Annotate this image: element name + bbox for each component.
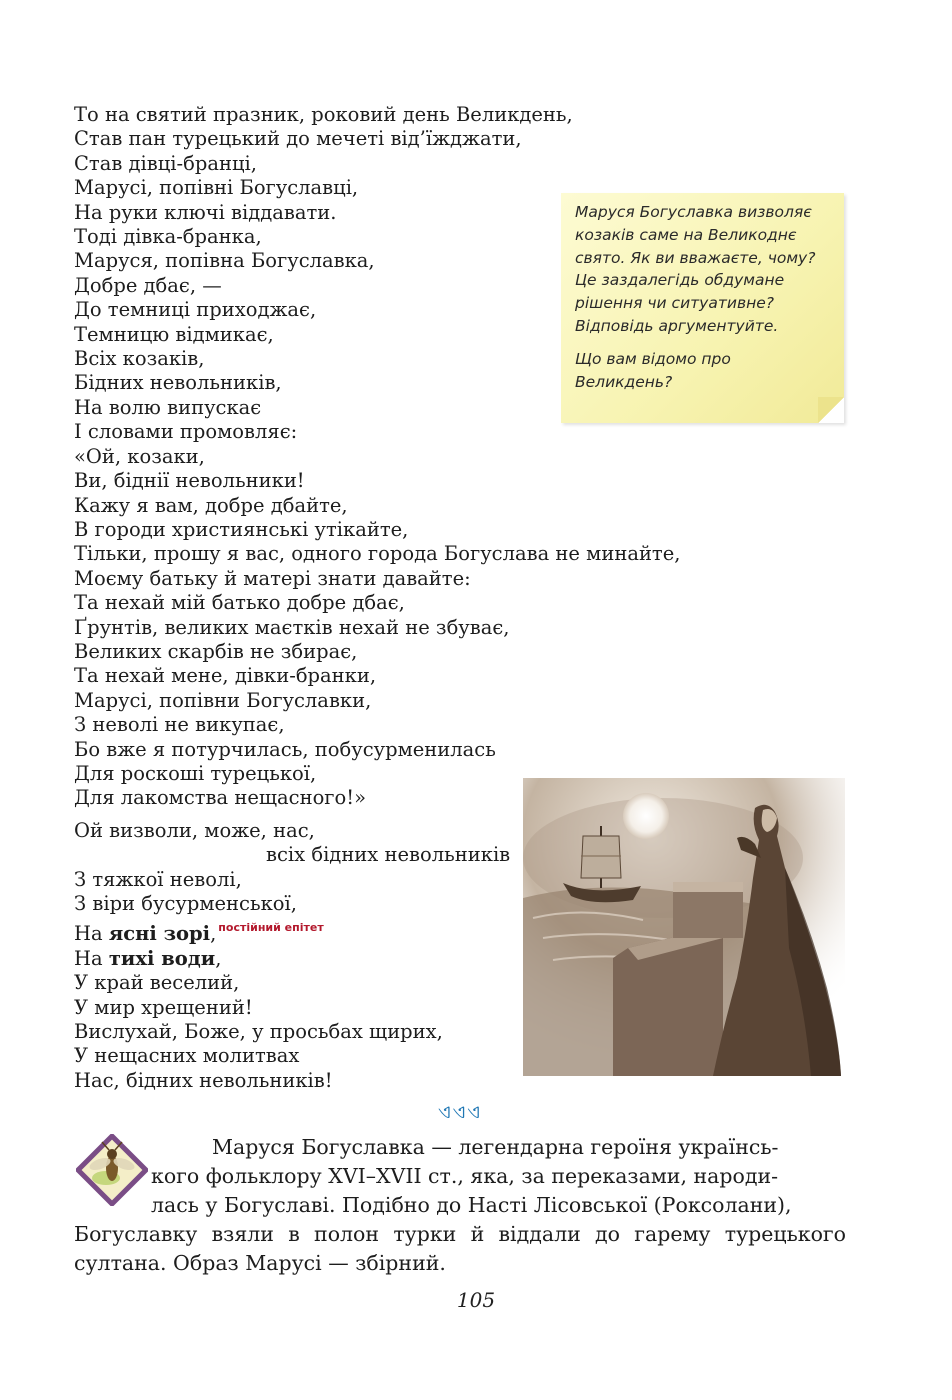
poem-line: У нещасних молитвах — [74, 1044, 300, 1068]
question-sticky-note — [561, 193, 844, 423]
poem-line: Ой визволи, може, нас, — [74, 818, 315, 842]
poem-line: І словами промовляє: — [74, 420, 298, 444]
poem-line: Бідних невольників, — [74, 371, 282, 395]
question-text-2: Що вам відомо про Великдень? — [575, 349, 731, 391]
maruся-illustration — [523, 778, 845, 1076]
poem-line: З неволі не викупає, — [74, 713, 285, 737]
page-number: 105 — [456, 1288, 496, 1312]
poem-line: То на святий празник, роковий день Великдень, — [74, 103, 573, 126]
poem-line: Тоді дівка-бранка, — [74, 225, 262, 249]
poem-line-yasni-zori: На ясні зорі, $^{постійний епітет}$ — [74, 921, 324, 946]
info-line: лась у Богуславі. Подібно до Насті Лісовської (Роксолани), — [151, 1193, 792, 1217]
poem-line: «Ой, козаки, — [74, 444, 205, 468]
info-line: Маруся Богуславка — легендарна героїня українсь- — [212, 1135, 779, 1159]
poem-line: Та нехай мене, дівки-бранки, — [74, 664, 377, 688]
poem-line: Для роскоші турецької, — [74, 761, 317, 785]
poem-line: Став пан турецький до мечеті від’їжджати, — [74, 127, 522, 151]
poem-line: Вислухай, Боже, у просьбах щирих, — [74, 1020, 443, 1044]
poem-line: Кажу я вам, добре дбайте, — [74, 493, 348, 517]
poem-line: Марусі, попівни Богуславки, — [74, 688, 372, 712]
poem-line: Та нехай мій батько добре дбає, — [74, 591, 405, 615]
poem-line: На руки ключі віддавати. — [74, 200, 337, 224]
page-curl-decoration — [818, 397, 844, 423]
poem-line: Марусі, попівні Богуславці, — [74, 176, 359, 200]
epithet-annotation: постійний епітет — [218, 921, 324, 935]
poem-line: Нас, бідних невольників! — [74, 1068, 333, 1092]
info-line: кого фольклору XVI–XVII ст., яка, за переказами, народи- — [151, 1164, 779, 1188]
poem-line: До темниці приходжає, — [74, 298, 317, 322]
poem-line: Ви, біднії невольники! — [74, 469, 305, 493]
poem-line: Став дівці-бранці, — [74, 151, 257, 175]
poem-line: Бо вже я потурчилась, побусурменилась — [74, 737, 496, 761]
moon-icon — [623, 793, 669, 839]
question-text: Маруся Богуславка визволяє козаків саме на Великоднє свято. Як ви вважаєте, чому? Це заздалегідь обдумане рішення чи ситуативне? Відповідь аргументуйте. — [575, 203, 816, 335]
poem-line: Тільки, прошу я вас, одного города Богуслава не минайте, — [74, 542, 681, 566]
poem-line: В городи християнські утікайте, — [74, 517, 409, 541]
poem-line: З віри бусурменської, — [74, 892, 297, 915]
poem-line: У мир хрещений! — [74, 995, 253, 1019]
section-divider-ornament: ଏଏଏ — [438, 1102, 482, 1123]
epithet-term: тихі води — [108, 946, 216, 970]
poem-line: У край веселий, — [74, 971, 240, 995]
poem-line-tykhi-vody: На тихі води, — [74, 946, 222, 970]
epithet-term: ясні зорі — [108, 922, 211, 946]
poem-line: Всіх козаків, — [74, 347, 205, 371]
poem-line: Для лакомства нещасного!» — [74, 786, 367, 810]
poem-line: Ґрунтів, великих маєтків нехай не збуває, — [74, 615, 510, 639]
poem-line: Моєму батьку й матері знати давайте: — [74, 566, 471, 590]
info-paragraph — [74, 1133, 846, 1278]
poem-line: Темницю відмикає, — [74, 322, 274, 346]
info-line: Богуславку взяли в полон турки й віддали до гарему турецького султана. Образ Марусі — збірний. — [74, 1222, 846, 1275]
poem-line: всіх бідних невольників — [266, 843, 511, 867]
poem-line: Добре дбає, — — [74, 273, 222, 297]
poem-line: Маруся, попівна Богуславка, — [74, 249, 375, 273]
poem-line: З тяжкої неволі, — [74, 867, 242, 891]
poem-line: Великих скарбів не збирає, — [74, 639, 358, 663]
poem-line: На волю випускає — [74, 395, 262, 419]
